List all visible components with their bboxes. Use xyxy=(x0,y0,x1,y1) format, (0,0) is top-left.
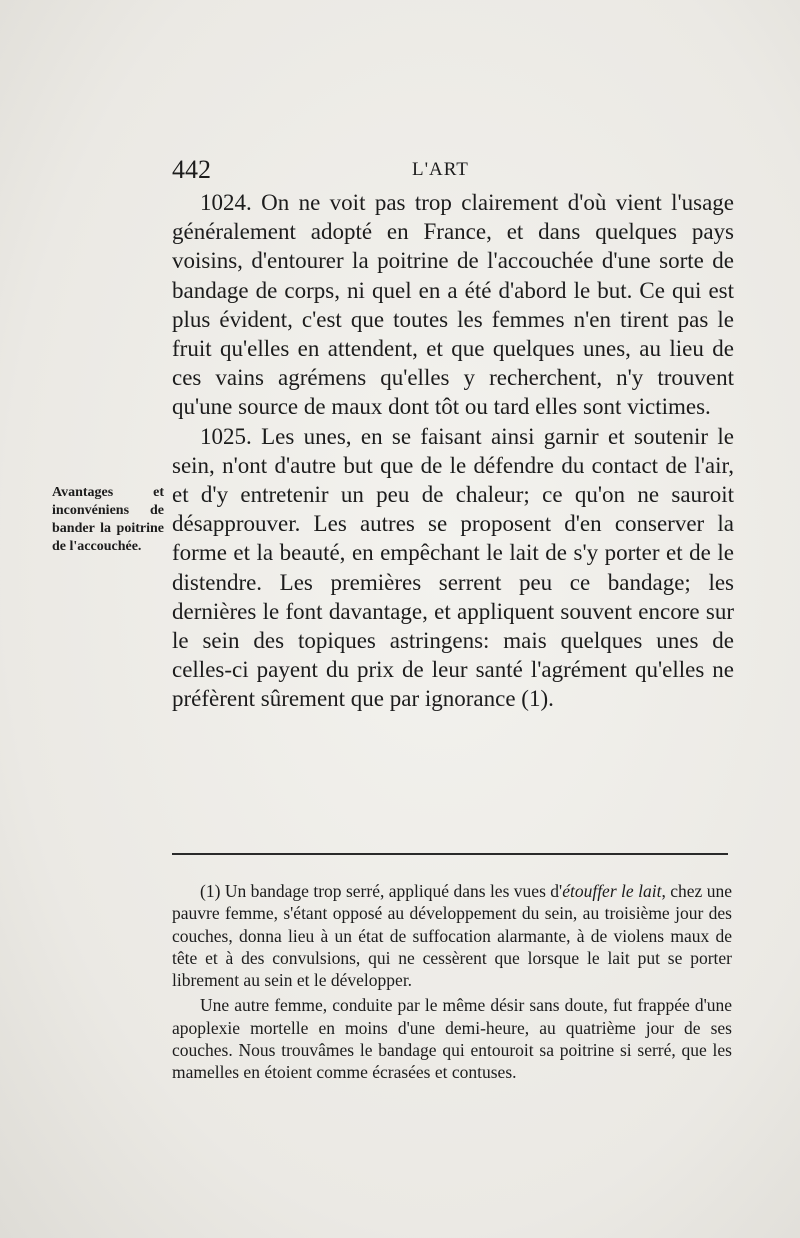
footnote-1-end: , chez une pauvre femme, s'étant opposé au développement du sein, au troisième jour des couches, donna lieu à un état de suffocation alarmante, à de violens maux de tête et à des convulsions, qui ne cessèrent que lorsque le lait put se porter librement au sein et le développer. xyxy=(172,881,732,991)
footnotes xyxy=(172,880,732,1084)
page-header xyxy=(172,155,728,185)
paragraph-1024: 1024. On ne voit pas trop clairement d'où vient l'usage généralement adopté en France, et dans quelques pays voisins, d'entourer la poitrine de l'accouchée d'une sorte de bandage de corps, ni quel en a été d'abord le but. Ce qui est plus évident, c'est que toutes les femmes n'en tirent pas le fruit qu'elles en attendent, et que quelques unes, au lieu de ces vains agrémens qu'elles y recherchent, n'y trouvent qu'une source de maux dont tôt ou tard elles sont victimes. xyxy=(172,190,734,420)
footnote-divider xyxy=(172,853,728,855)
margin-note: Avantages et inconvéniens de bander la poitrine de l'accouchée. xyxy=(52,485,164,554)
running-head: L'ART xyxy=(412,159,469,180)
main-text xyxy=(172,188,734,714)
footnote-1-italic: étouffer le lait xyxy=(562,881,662,901)
footnote-1-start: (1) Un bandage trop serré, appliqué dans les vues d' xyxy=(200,881,563,901)
footnote-1-continuation: Une autre femme, conduite par le même désir sans doute, fut frappée d'une apoplexie mortelle en moins d'une demi-heure, au quatrième jour de ses couches. Nous trouvâmes le bandage qui entouroit sa poitrine si serré, que les mamelles en étoient comme écrasées et contuses. xyxy=(172,995,732,1083)
footnote-1 xyxy=(172,880,732,991)
page-number: 442 xyxy=(172,155,211,184)
paragraph-1025: 1025. Les unes, en se faisant ainsi garnir et soutenir le sein, n'ont d'autre but que de le défendre du contact de l'air, et d'y entretenir un peu de chaleur; ce qu'on ne sauroit désapprouver. Les autres se proposent d'en conserver la forme et la beauté, en empêchant le lait de s'y porter et de le distendre. Les premières serrent peu ce bandage; les dernières le font davantage, et appliquent souvent encore sur le sein des topiques astringens: mais quelques unes de celles-ci payent du prix de leur santé l'agrément qu'elles ne préfèrent sûrement que par ignorance (1). xyxy=(172,423,734,712)
